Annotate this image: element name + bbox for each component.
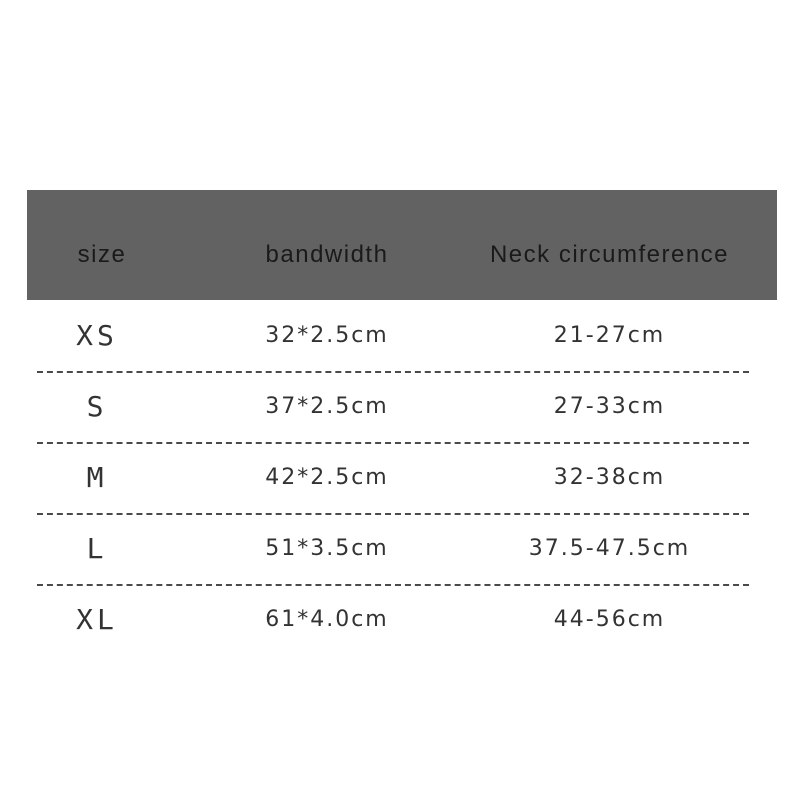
neck-value: 27-33cm bbox=[553, 394, 666, 419]
bandwidth-value: 51*3.5cm bbox=[265, 536, 389, 561]
table-row bbox=[27, 513, 777, 584]
size-value: XL bbox=[76, 603, 118, 636]
neck-value: 44-56cm bbox=[553, 607, 666, 632]
neck-value: 32-38cm bbox=[553, 465, 666, 490]
header-neck-circumference: Neck circumference bbox=[489, 241, 730, 268]
table-header bbox=[27, 190, 777, 300]
bandwidth-value: 37*2.5cm bbox=[265, 394, 389, 419]
size-value: M bbox=[86, 461, 108, 494]
bandwidth-value: 42*2.5cm bbox=[265, 465, 389, 490]
size-value: L bbox=[86, 532, 108, 565]
header-size: size bbox=[77, 241, 127, 268]
neck-value: 37.5-47.5cm bbox=[528, 536, 691, 561]
table-row bbox=[27, 584, 777, 655]
table-row bbox=[27, 300, 777, 371]
size-value: S bbox=[86, 390, 108, 423]
size-value: XS bbox=[76, 319, 118, 352]
table-row bbox=[27, 371, 777, 442]
header-bandwidth: bandwidth bbox=[265, 241, 389, 268]
table-row bbox=[27, 442, 777, 513]
bandwidth-value: 32*2.5cm bbox=[265, 323, 389, 348]
bandwidth-value: 61*4.0cm bbox=[265, 607, 389, 632]
table-body bbox=[27, 300, 777, 655]
size-chart-table bbox=[27, 190, 777, 655]
neck-value: 21-27cm bbox=[553, 323, 666, 348]
